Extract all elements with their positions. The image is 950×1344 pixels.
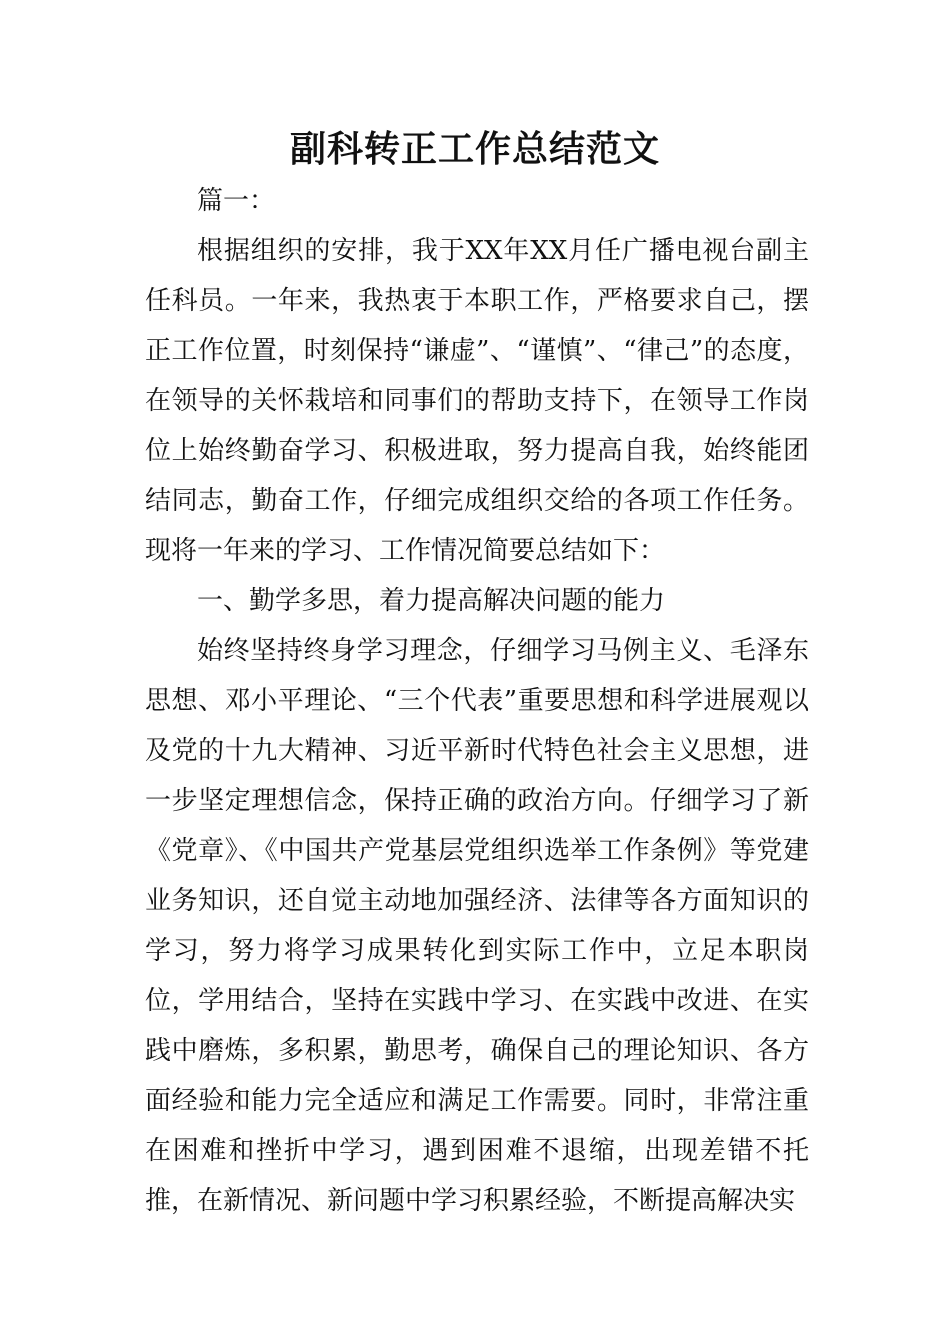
document-body <box>145 176 809 1226</box>
paragraph-study: 始终坚持终身学习理念，仔细学习马例主义、毛泽东思想、邓小平理论、“三个代表”重要思想和科学进展观以及党的十九大精神、习近平新时代特色社会主义思想，进一步坚定理想信念，保持正确的政治方向。仔细学习了新《党章》、《中国共产党基层党组织选举工作条例》等党建业务知识，还自觉主动地加强经济、法律等各方面知识的学习，努力将学习成果转化到实际工作中，立足本职岗位，学用结合，坚持在实践中学习、在实践中改进、在实践中磨炼，多积累，勤思考，确保自己的理论知识、各方面经验和能力完全适应和满足工作需要。同时，非常注重在困难和挫折中学习，遇到困难不退缩，出现差错不托推，在新情况、新问题中学习积累经验，不断提高解决实 <box>145 636 809 1216</box>
section-heading: 一、勤学多思，着力提高解决问题的能力 <box>197 586 666 616</box>
paragraph-intro: 根据组织的安排，我于XX年XX月任广播电视台副主任科员。一年来，我热衷于本职工作，严格要求自己，摆正工作位置，时刻保持“谦虚”、“谨慎”、“律己”的态度，在领导的关怀栽培和同事们的帮助支持下，在领导工作岗位上始终勤奋学习、积极进取，努力提高自我，始终能团结同志，勤奋工作，仔细完成组织交给的各项工作任务。现将一年来的学习、工作情况简要总结如下： <box>145 236 809 566</box>
document-title: 副科转正工作总结范文 <box>289 129 660 170</box>
section-label: 篇一： <box>197 186 276 216</box>
